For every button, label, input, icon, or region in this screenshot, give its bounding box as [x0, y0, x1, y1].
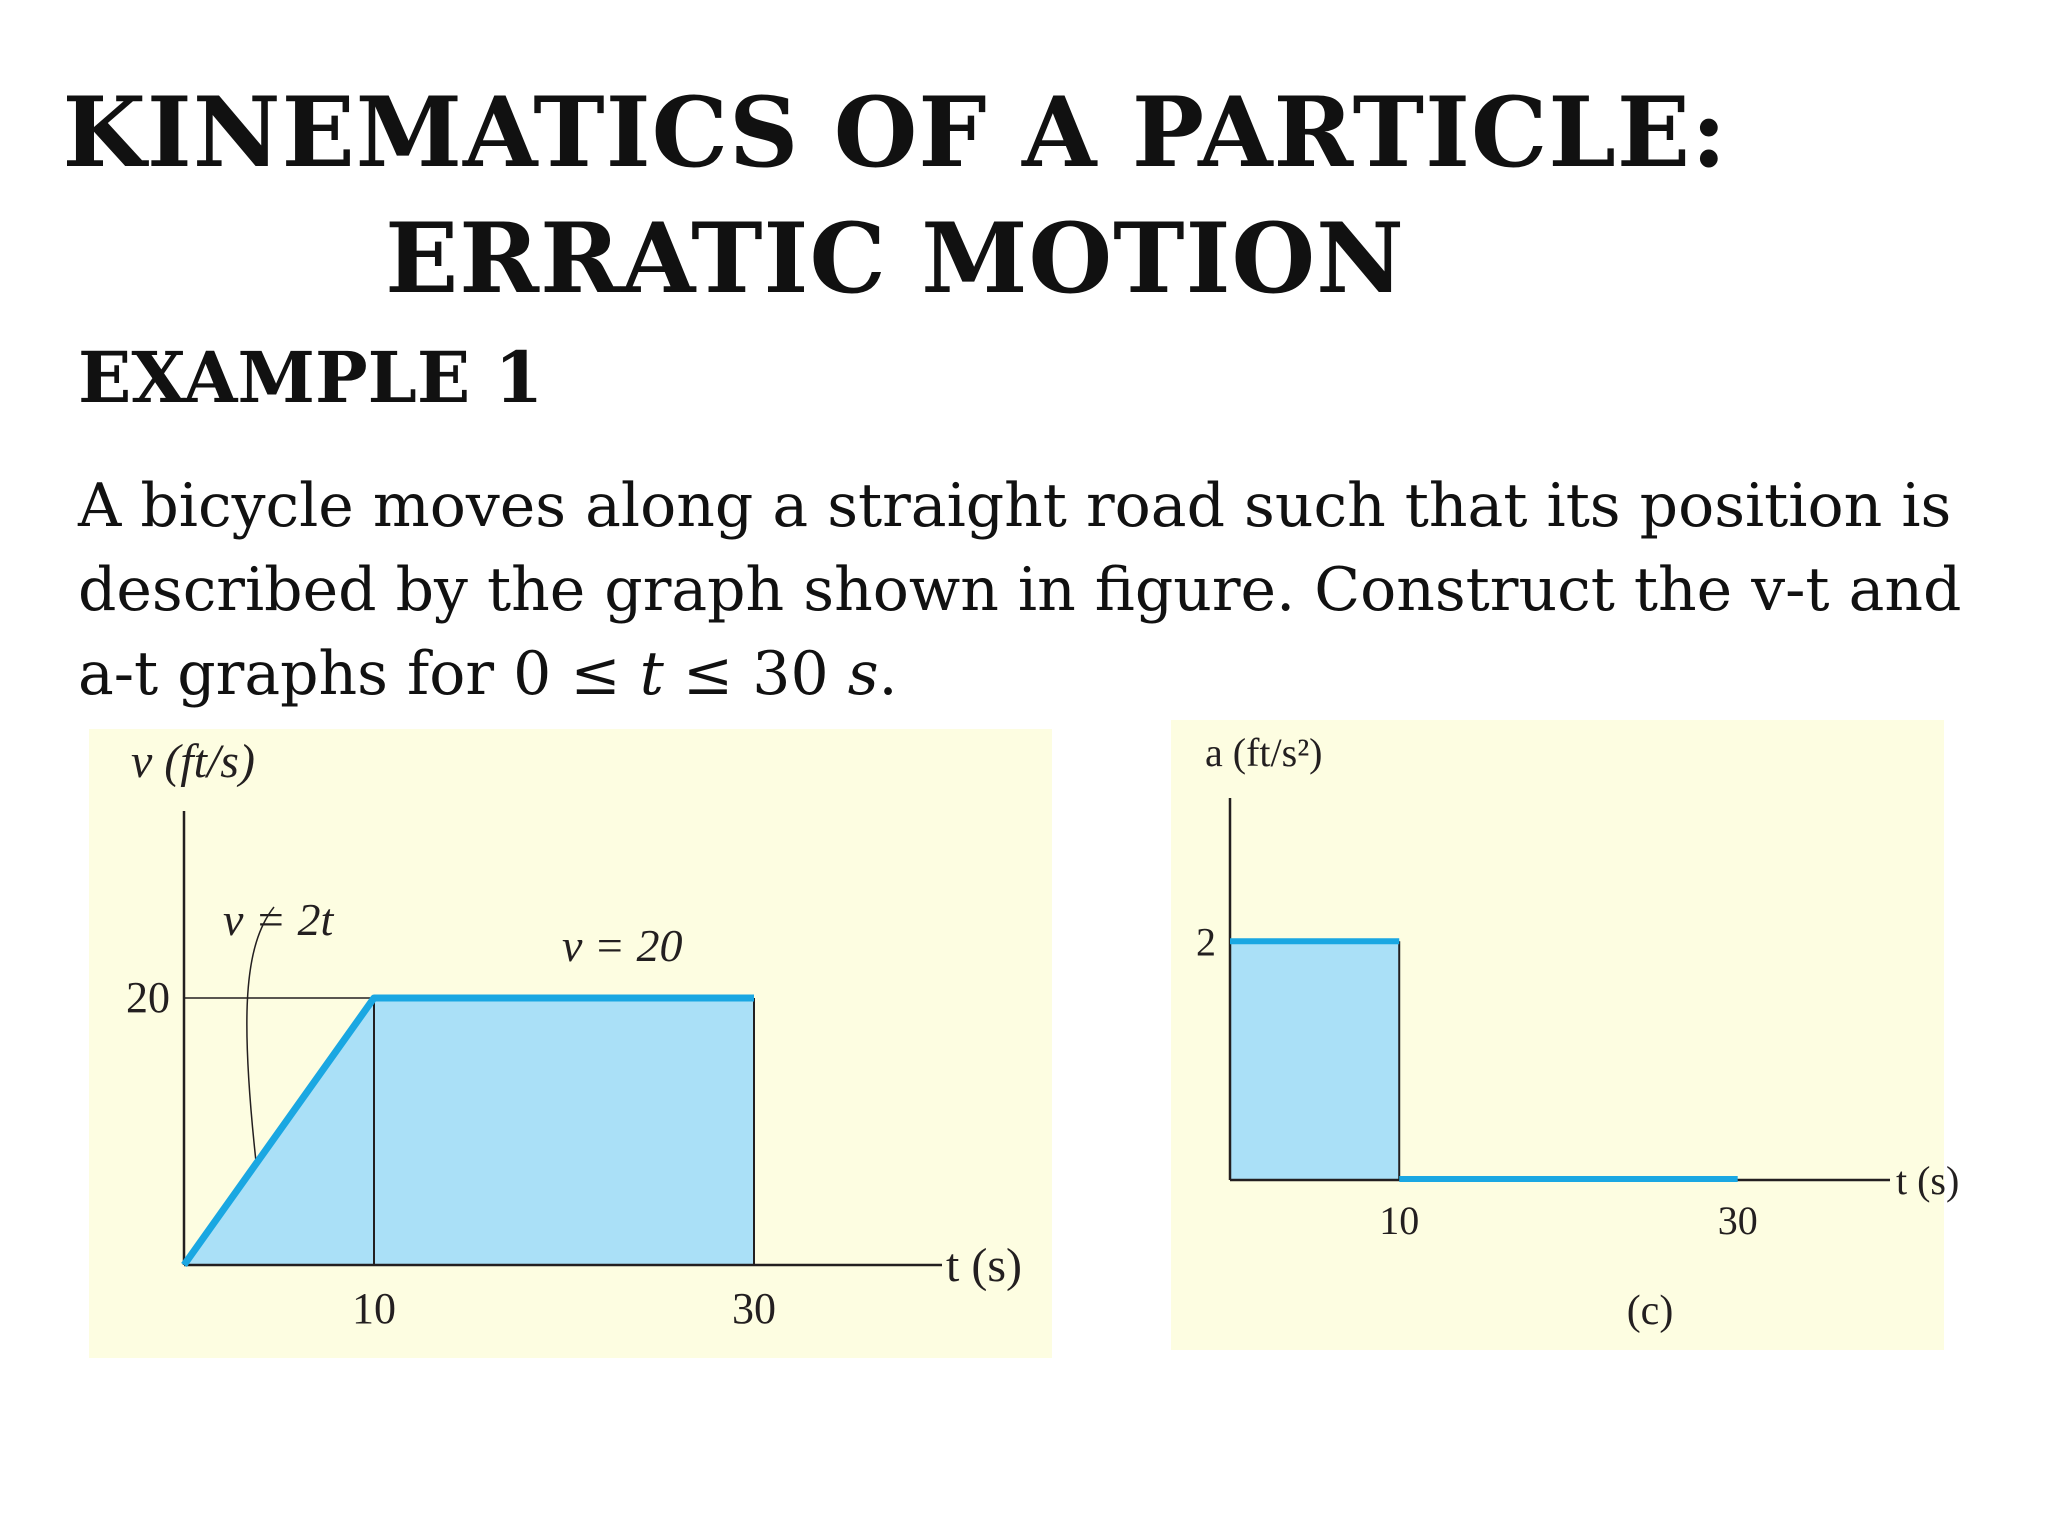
- vt-x-tick-label: 30: [732, 1284, 776, 1333]
- velocity-time-chart: [89, 729, 1052, 1358]
- problem-statement: [78, 464, 2018, 716]
- title-line-1: KINEMATICS OF A PARTICLE:: [62, 76, 1728, 189]
- at-x-tick-label: 30: [1717, 1198, 1758, 1243]
- vt-leader-curve: [247, 907, 274, 1164]
- at-y-axis-label: a (ft/s²): [1205, 730, 1323, 775]
- problem-period: .: [878, 639, 898, 709]
- acceleration-time-figure: [1171, 720, 1960, 1350]
- math-op-2: ≤: [682, 639, 734, 709]
- at-area-fill: [1230, 941, 1399, 1180]
- at-caption: (c): [1626, 1288, 1674, 1334]
- vt-y-tick-label: 20: [126, 972, 170, 1022]
- vt-x-axis-label: t (s): [946, 1239, 1022, 1292]
- vt-y-axis-label: v (ft/s): [131, 735, 255, 788]
- slide-title: [0, 70, 1790, 322]
- at-x-axis-label: t (s): [1896, 1158, 1960, 1203]
- at-x-tick-label: 10: [1379, 1198, 1420, 1243]
- vt-area-fill: [184, 998, 754, 1265]
- time-range-math: [513, 639, 878, 709]
- vt-annotation-ramp: v = 2t: [223, 894, 334, 945]
- vt-annotation-constant: v = 20: [562, 920, 683, 971]
- title-line-2: ERRATIC MOTION: [385, 202, 1405, 315]
- math-op-1: ≤: [570, 639, 621, 709]
- example-heading: EXAMPLE 1: [78, 336, 544, 419]
- vt-x-tick-label: 10: [352, 1284, 396, 1333]
- at-y-tick-label: 2: [1196, 919, 1216, 965]
- problem-text: A bicycle moves along a straight road such that its position is described by the graph shown in figure. Construct the v-t and a-t graphs for: [78, 471, 1962, 709]
- math-upper: 30: [752, 639, 829, 709]
- math-unit: s: [847, 639, 879, 709]
- acceleration-time-chart: [1171, 720, 1960, 1350]
- velocity-time-figure: [89, 729, 1052, 1358]
- math-lower: 0: [513, 639, 552, 709]
- math-var: t: [639, 639, 664, 709]
